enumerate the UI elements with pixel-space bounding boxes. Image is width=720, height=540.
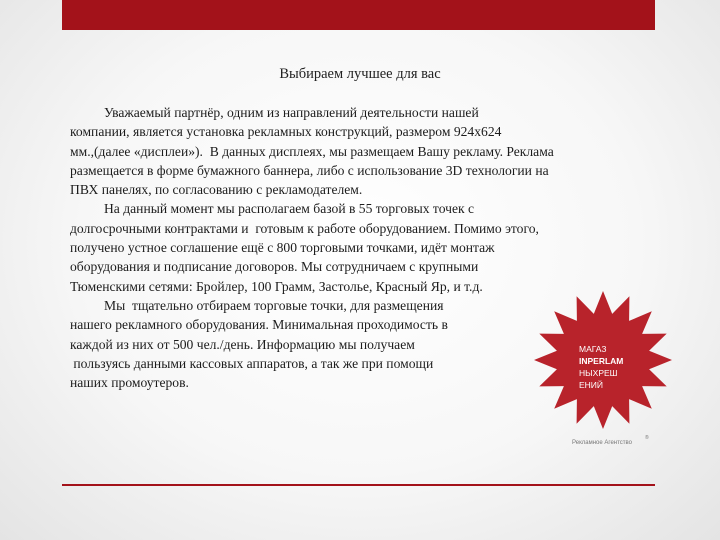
paragraph-line: Тюменскими сетями: Бройлер, 100 Грамм, Застолье, Красный Яр, и т.д. <box>70 278 483 294</box>
paragraph-line: нашего рекламного оборудования. Минимальная проходимость в <box>70 317 448 333</box>
paragraph-line: мм.,(далее «дисплеи»). В данных дисплеях, мы размещаем Вашу рекламу. Реклама <box>70 143 554 159</box>
logo-caption: Рекламное Агентство <box>572 440 632 446</box>
paragraph-line: размещается в форме бумажного баннера, либо с использование 3D технологии на <box>70 162 549 178</box>
registered-mark: ® <box>645 435 649 441</box>
paragraph-line: долгосрочными контрактами и готовым к работе оборудованием. Помимо этого, <box>70 220 539 236</box>
paragraph-line: пользуясь данными кассовых аппаратов, а так же при помощи <box>70 355 434 371</box>
logo-line-4: ЕНИЙ <box>579 380 604 390</box>
logo-line-3: НЫХРЕШ <box>579 368 618 378</box>
logo-line-1: МАГАЗ <box>579 344 607 354</box>
paragraph-line: компании, является установка рекламных конструкций, размером 924х624 <box>70 124 502 140</box>
paragraph-line: Мы тщательно отбираем торговые точки, для размещения <box>70 297 444 313</box>
paragraph-line: каждой из них от 500 чел./день. Информацию мы получаем <box>70 336 415 352</box>
paragraph-line: оборудования и подписание договоров. Мы сотрудничаем с крупными <box>70 259 479 275</box>
paragraph-line: Уважаемый партнёр, одним из направлений деятельности нашей <box>70 105 479 120</box>
paragraph-line: На данный момент мы располагаем базой в 55 торговых точек с <box>70 201 475 217</box>
top-accent-bar <box>62 0 655 30</box>
bottom-accent-line <box>62 484 655 486</box>
paragraph-line: ПВХ панелях, по согласованию с рекламодателем. <box>70 182 363 198</box>
page-title: Выбираем лучшее для вас <box>279 66 441 82</box>
company-logo <box>533 290 673 430</box>
paragraph-line: наших промоутеров. <box>70 375 189 391</box>
logo-line-2: INPERLAM <box>579 356 624 366</box>
paragraph-line: получено устное соглашение ещё с 800 торговыми точками, идёт монтаж <box>70 240 495 256</box>
